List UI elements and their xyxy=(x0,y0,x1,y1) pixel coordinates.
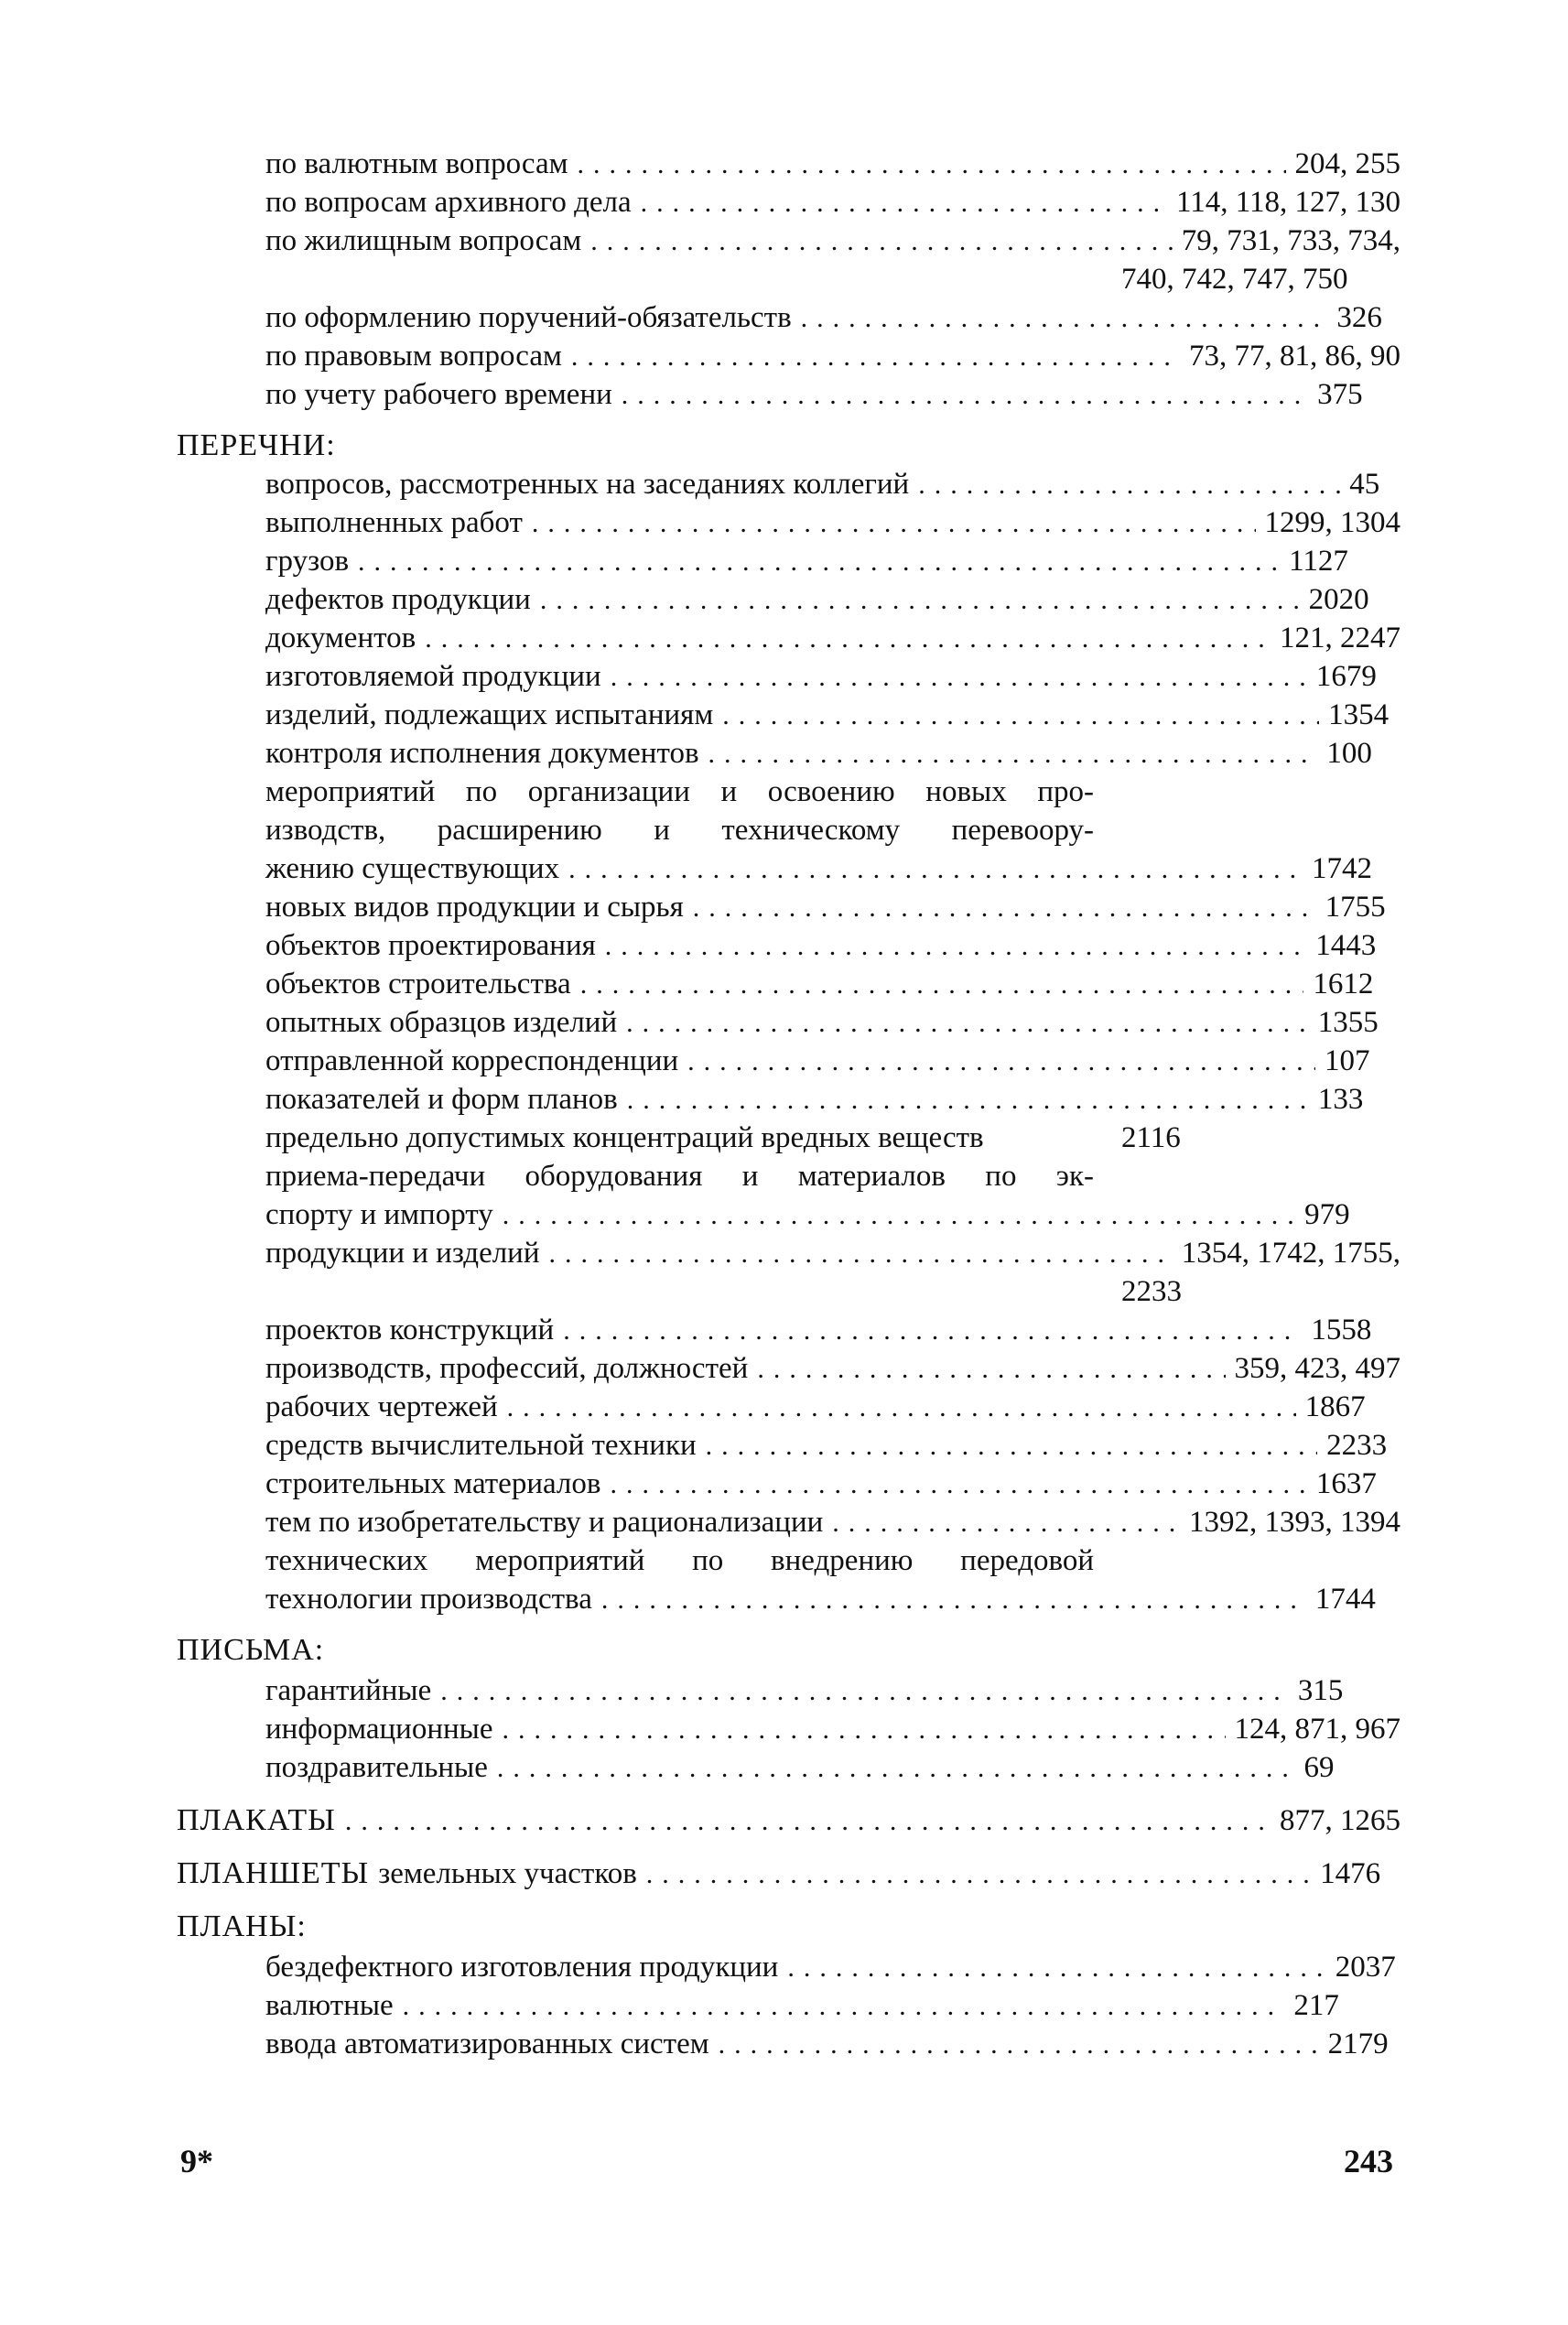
section-heading-plakaty: ПЛАКАТЫ xyxy=(177,1803,336,1837)
leader-dots xyxy=(641,184,1167,222)
entry-label: земельных участков xyxy=(378,1857,637,1890)
index-entry xyxy=(265,849,1400,888)
heading-text: ПЛАНЫ: xyxy=(177,1909,307,1943)
entry-pages: 1744 xyxy=(1314,1583,1376,1616)
entry-pages: 1755 xyxy=(1325,891,1386,924)
entry-label: рабочих чертежей xyxy=(265,1390,498,1423)
leader-dots xyxy=(601,1581,1306,1619)
index-entry xyxy=(265,1042,1400,1080)
index-entry xyxy=(265,926,1400,965)
index-entry xyxy=(265,503,1400,542)
entry-pages: 124, 871, 967 xyxy=(1234,1713,1400,1746)
heading-text: ПЕРЕЧНИ: xyxy=(177,428,336,462)
entry-label: по валютным вопросам xyxy=(265,147,568,180)
leader-dots xyxy=(622,376,1308,415)
entry-pages: 1612 xyxy=(1313,968,1374,1000)
entry-label: спорту и импорту xyxy=(265,1198,493,1231)
entry-label: отправленной корреспонденции xyxy=(265,1044,679,1077)
entry-pages: 2233 xyxy=(1121,1275,1182,1308)
index-entry xyxy=(265,657,1400,696)
entry-pages: 204, 255 xyxy=(1294,147,1400,180)
entry-label: изделий, подлежащих испытаниям xyxy=(265,698,714,731)
leader-dots xyxy=(706,1427,1317,1465)
entry-pages: 1127 xyxy=(1289,545,1348,578)
page-number: 243 xyxy=(1344,2143,1393,2179)
entry-label: валютные xyxy=(265,1989,394,2022)
entry-label: по оформлению поручений-обязательств xyxy=(265,301,792,334)
entry-pages: 979 xyxy=(1304,1198,1350,1231)
entry-wrapped-line xyxy=(265,1541,1094,1580)
leader-dots xyxy=(832,1504,1180,1542)
entry-pages: 69 xyxy=(1303,1751,1335,1784)
leader-dots xyxy=(610,1465,1306,1504)
section-heading-pisma xyxy=(177,1631,324,1670)
entry-pages: 1558 xyxy=(1311,1314,1372,1346)
index-entry xyxy=(265,2025,1400,2063)
entry-pages: 217 xyxy=(1293,1989,1339,2022)
leader-dots xyxy=(627,1081,1309,1119)
index-entry xyxy=(265,1580,1400,1618)
leader-dots xyxy=(549,1235,1173,1273)
section-heading-planshety: ПЛАНШЕТЫ xyxy=(177,1856,370,1890)
index-entry xyxy=(265,1986,1400,2025)
index-entry xyxy=(265,1671,1400,1710)
index-entry xyxy=(265,542,1400,580)
entry-pages: 114, 118, 127, 130 xyxy=(1175,186,1400,219)
leader-dots xyxy=(568,850,1303,889)
index-entry xyxy=(265,619,1400,657)
entry-label: по жилищным вопросам xyxy=(265,224,582,257)
index-entry xyxy=(265,965,1400,1003)
entry-label: новых видов продукции и сырья xyxy=(265,891,684,924)
index-entry xyxy=(265,696,1400,734)
leader-dots xyxy=(605,927,1306,966)
entry-pages: 375 xyxy=(1317,378,1363,411)
entry-pages: 45 xyxy=(1349,468,1380,501)
index-entry xyxy=(265,1388,1400,1426)
index-entry xyxy=(265,337,1400,375)
entry-label: объектов строительства xyxy=(265,968,571,1000)
leader-dots xyxy=(918,466,1340,504)
leader-dots xyxy=(757,1350,1225,1389)
entry-pages: 315 xyxy=(1297,1674,1344,1707)
index-entry xyxy=(265,1234,1400,1272)
entry-label: производств, профессий, должностей xyxy=(265,1352,749,1385)
section-heading-perechni xyxy=(177,427,336,465)
index-entry xyxy=(265,465,1400,503)
index-entry xyxy=(265,734,1400,773)
signature-mark: 9* xyxy=(180,2143,213,2179)
leader-dots xyxy=(507,1389,1296,1427)
entry-label: выполненных работ xyxy=(265,506,523,539)
entry-pages: 1679 xyxy=(1315,660,1377,693)
leader-dots xyxy=(787,1949,1325,1987)
leader-dots xyxy=(722,697,1319,735)
index-entry xyxy=(265,1195,1400,1234)
entry-label: грузов xyxy=(265,545,350,578)
entry-label: по вопросам архивного дела xyxy=(265,186,632,219)
entry-pages: 73, 77, 81, 86, 90 xyxy=(1189,340,1400,373)
leader-dots xyxy=(577,146,1285,184)
index-entry xyxy=(265,375,1400,414)
leader-dots xyxy=(646,1855,1311,1894)
index-entry xyxy=(265,1948,1400,1986)
entry-continuation xyxy=(1121,260,1400,298)
leader-dots xyxy=(503,1196,1295,1235)
entry-pages: 79, 731, 733, 734, xyxy=(1181,224,1400,257)
entry-pages: 1355 xyxy=(1317,1006,1379,1039)
entry-pages: 1637 xyxy=(1315,1467,1377,1500)
entry-label: проектов конструкций xyxy=(265,1314,555,1346)
leader-dots xyxy=(626,1004,1309,1043)
entry-pages: 2233 xyxy=(1326,1429,1388,1462)
entry-label: дефектов продукции xyxy=(265,583,531,616)
leader-dots xyxy=(563,1312,1302,1350)
leader-dots xyxy=(801,299,1328,338)
entry-label: контроля исполнения документов xyxy=(265,737,699,770)
entry-label: опытных образцов изделий xyxy=(265,1006,618,1039)
index-entry xyxy=(265,1503,1400,1541)
leader-dots xyxy=(497,1749,1295,1788)
entry-pages: 1443 xyxy=(1315,929,1377,962)
leader-dots xyxy=(425,620,1271,658)
index-entry xyxy=(265,1349,1400,1388)
leader-dots xyxy=(708,735,1318,773)
entry-pages: 1742 xyxy=(1311,852,1372,885)
leader-dots xyxy=(540,581,1300,620)
entry-pages: 359, 423, 497 xyxy=(1234,1352,1400,1385)
entry-label: информационные xyxy=(265,1713,493,1746)
leader-dots xyxy=(590,222,1172,261)
entry-label: строительных материалов xyxy=(265,1467,601,1500)
leader-dots xyxy=(580,966,1304,1004)
entry-label: средств вычислительной техники xyxy=(265,1429,697,1462)
entry-pages: 107 xyxy=(1324,1044,1370,1077)
entry-text: изводств, расширению и техническому перевоору- xyxy=(265,814,1094,847)
entry-pages: 1354 xyxy=(1328,698,1390,731)
entry-text: технических мероприятий по внедрению передовой xyxy=(265,1544,1094,1577)
index-entry xyxy=(265,1080,1400,1119)
entry-label: показателей и форм планов xyxy=(265,1083,618,1116)
entry-pages: 2179 xyxy=(1327,2028,1389,2060)
leader-dots xyxy=(358,543,1280,581)
leader-dots xyxy=(693,889,1316,927)
entry-wrapped-line xyxy=(265,811,1094,849)
entry-pages: 100 xyxy=(1326,737,1372,770)
entry-continuation xyxy=(1121,1272,1400,1311)
entry-label: документов xyxy=(265,622,416,654)
entry-label: технологии производства xyxy=(265,1583,592,1616)
entry-pages: 121, 2247 xyxy=(1280,622,1400,654)
entry-wrapped-line xyxy=(265,1157,1094,1195)
entry-label: тем по изобретательству и рационализации xyxy=(265,1506,824,1539)
leader-dots xyxy=(611,658,1307,697)
entry-pages: 1476 xyxy=(1320,1857,1381,1890)
entry-label: жению существующих xyxy=(265,852,560,885)
leader-dots xyxy=(502,1711,1225,1749)
index-entry xyxy=(265,1119,1400,1157)
entry-label: по учету рабочего времени xyxy=(265,378,612,411)
index-entry-plakaty xyxy=(177,1801,1400,1840)
index-entry xyxy=(265,145,1400,183)
entry-label: изготовляемой продукции xyxy=(265,660,601,693)
leader-dots xyxy=(571,338,1180,376)
index-entry xyxy=(265,183,1400,222)
index-entry xyxy=(265,1465,1400,1503)
leader-dots xyxy=(719,2026,1319,2064)
entry-text: мероприятий по организации и освоению новых про- xyxy=(265,775,1094,808)
index-entry-planshety xyxy=(177,1855,1400,1893)
entry-pages: 1299, 1304 xyxy=(1264,506,1400,539)
index-entry xyxy=(265,1426,1400,1465)
entry-pages: 1354, 1742, 1755, xyxy=(1181,1237,1400,1270)
index-entry xyxy=(265,1748,1400,1787)
entry-wrapped-line xyxy=(265,773,1094,811)
index-entry xyxy=(265,1710,1400,1748)
entry-label: бездефектного изготовления продукции xyxy=(265,1951,779,1984)
entry-label: продукции и изделий xyxy=(265,1237,540,1270)
index-entry xyxy=(265,1003,1400,1042)
entry-label: ввода автоматизированных систем xyxy=(265,2028,709,2060)
entry-pages: 1867 xyxy=(1304,1390,1366,1423)
entry-pages: 2020 xyxy=(1308,583,1369,616)
index-entry xyxy=(265,580,1400,619)
index-entry xyxy=(265,298,1400,337)
index-entry xyxy=(265,222,1400,260)
section-heading-plany xyxy=(177,1908,307,1946)
entry-label: по правовым вопросам xyxy=(265,340,562,373)
entry-label: поздравительные xyxy=(265,1751,488,1784)
leader-dots xyxy=(687,1043,1315,1081)
entry-pages: 877, 1265 xyxy=(1280,1804,1400,1837)
leader-dots xyxy=(532,504,1256,543)
entry-pages: 2116 xyxy=(1121,1121,1181,1154)
heading-text: ПИСЬМА: xyxy=(177,1633,325,1667)
entry-pages: 740, 742, 747, 750 xyxy=(1121,263,1348,296)
entry-pages: 1392, 1393, 1394 xyxy=(1189,1506,1400,1539)
entry-label: гарантийные xyxy=(265,1674,432,1707)
leader-dots xyxy=(345,1802,1271,1841)
index-entry xyxy=(265,1311,1400,1349)
entry-label: объектов проектирования xyxy=(265,929,596,962)
index-entry xyxy=(265,888,1400,926)
entry-text: приема-передачи оборудования и материалов по эк- xyxy=(265,1160,1094,1193)
leader-dots xyxy=(440,1672,1289,1711)
entry-label: предельно допустимых концентраций вредных веществ xyxy=(265,1121,984,1154)
entry-pages: 2037 xyxy=(1335,1951,1396,1984)
entry-pages: 133 xyxy=(1317,1083,1364,1116)
entry-pages: 326 xyxy=(1336,301,1382,334)
leader-dots xyxy=(403,1987,1285,2026)
entry-label: вопросов, рассмотренных на заседаниях коллегий xyxy=(265,468,910,501)
